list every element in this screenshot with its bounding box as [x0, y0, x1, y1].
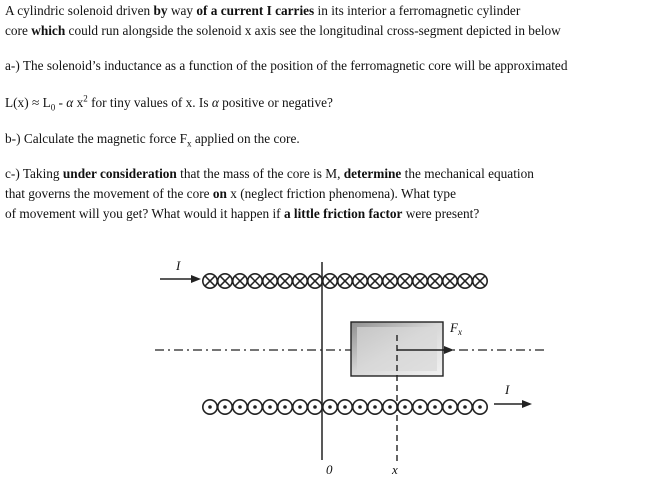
current-out-of-page-dot — [448, 405, 452, 409]
bottom-current-arrow-head — [522, 400, 532, 408]
top-coil-turns — [203, 274, 487, 288]
x-position-label: x — [392, 462, 398, 477]
text: that governs the movement of the core — [5, 186, 213, 201]
current-out-of-page-dot — [268, 405, 272, 409]
text: L(x) ≈ L — [5, 95, 51, 110]
current-out-of-page-dot — [208, 405, 212, 409]
alpha-symbol: α — [211, 95, 219, 110]
text: c-) Taking — [5, 166, 63, 181]
current-out-of-page-dot — [433, 405, 437, 409]
current-out-of-page-dot — [463, 405, 467, 409]
subscript: x — [187, 138, 192, 149]
text: way — [167, 3, 197, 18]
text: of movement will you get? What would it happen if — [5, 206, 284, 221]
force-label: $F_x$ — [450, 320, 462, 337]
text: a-) The solenoid’s inductance as a function of the position of the ferromagnetic core will be approximated — [5, 58, 568, 73]
current-out-of-page-dot — [388, 405, 392, 409]
bold-text: of a current I carries — [196, 3, 315, 18]
origin-label: 0 — [326, 462, 333, 477]
text: x — [73, 95, 84, 110]
text: x (neglect friction phenomena). What type — [226, 186, 456, 201]
current-out-of-page-dot — [298, 405, 302, 409]
text: positive or negative? — [218, 95, 333, 110]
bold-text: a little friction factor — [283, 206, 403, 221]
superscript: 2 — [83, 93, 88, 104]
text: applied on the core. — [191, 131, 300, 146]
text: b-) Calculate the magnetic force F — [5, 131, 188, 146]
text: that the mass of the core is M, — [176, 166, 344, 181]
bottom-coil-turns — [203, 400, 487, 414]
bold-text: determine — [343, 166, 402, 181]
text: the mechanical equation — [401, 166, 534, 181]
text: were present? — [402, 206, 480, 221]
current-out-of-page-dot — [373, 405, 377, 409]
text: - — [55, 95, 67, 110]
current-out-of-page-dot — [283, 405, 287, 409]
text: core — [5, 23, 32, 38]
top-current-arrow-head — [191, 275, 201, 283]
current-out-of-page-dot — [403, 405, 407, 409]
text: in its interior a ferromagnetic cylinder — [314, 3, 521, 18]
current-out-of-page-dot — [343, 405, 347, 409]
top-current-label: I — [176, 258, 181, 273]
bold-text: on — [212, 186, 227, 201]
current-out-of-page-dot — [418, 405, 422, 409]
force-arrow-head — [444, 346, 454, 354]
current-out-of-page-dot — [238, 405, 242, 409]
text: A cylindric solenoid driven — [5, 3, 154, 18]
current-out-of-page-dot — [478, 405, 482, 409]
current-out-of-page-dot — [253, 405, 257, 409]
current-out-of-page-dot — [313, 405, 317, 409]
text: for tiny values of x. Is — [87, 95, 212, 110]
bold-text: by — [153, 3, 168, 18]
text: could run alongside the solenoid x axis see the longitudinal cross-segment depicted in below — [65, 23, 561, 38]
bold-text: under consideration — [62, 166, 177, 181]
current-out-of-page-dot — [328, 405, 332, 409]
alpha-symbol: α — [66, 95, 74, 110]
subscript: 0 — [50, 102, 56, 113]
current-out-of-page-dot — [358, 405, 362, 409]
current-out-of-page-dot — [223, 405, 227, 409]
bottom-current-label: I — [505, 382, 510, 397]
bold-text: which — [31, 23, 66, 38]
